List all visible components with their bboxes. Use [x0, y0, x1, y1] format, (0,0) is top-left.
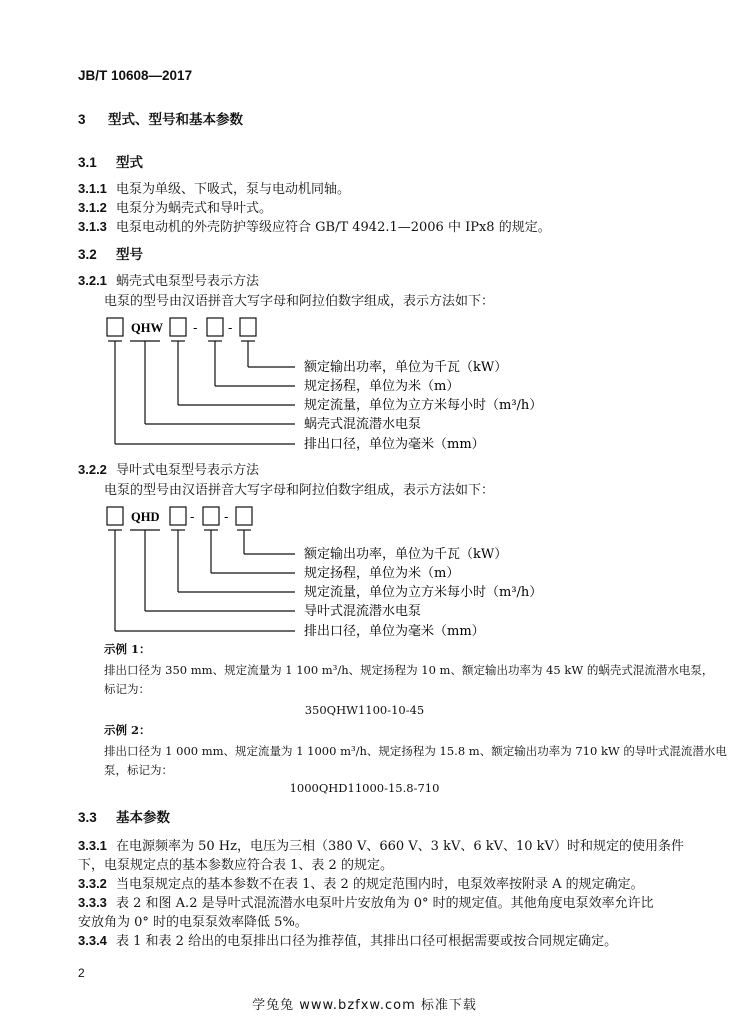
label-head: 规定扬程，单位为米（m）: [304, 379, 460, 394]
label-caliber: 排出口径，单位为毫米（mm）: [304, 437, 485, 452]
page-number: 2: [78, 966, 85, 980]
clause-title: 导叶式电泵型号表示方法: [116, 463, 260, 478]
section-number: 3.2: [78, 247, 97, 262]
section-3-heading: [78, 108, 243, 128]
label-power: 额定输出功率，单位为千瓦（kW）: [304, 547, 508, 562]
section-title: 型式: [116, 155, 143, 171]
section-title: 基本参数: [116, 810, 170, 826]
clause-text: 电泵为单级、下吸式，泵与电动机同轴。: [116, 182, 351, 197]
label-pump-type: 导叶式混流潜水电泵: [304, 604, 422, 619]
clause-3-3-3: [78, 892, 654, 911]
clause-3-2-1-intro: 电泵的型号由汉语拼音大写字母和阿拉伯数字组成，表示方法如下：: [104, 294, 495, 309]
dash-separator: -: [190, 510, 195, 525]
caliber-box: [107, 318, 123, 336]
clause-text: 电泵分为蜗壳式和导叶式。: [116, 201, 273, 216]
section-title: 型号: [116, 247, 143, 263]
clause-text: 在电源频率为 50 Hz，电压为三相（380 V、660 V、3 kV、6 kV、10 kV）时和规定的使用条件: [116, 839, 684, 854]
clause-number: 3.1.3: [78, 219, 107, 234]
section-3-2-heading: [78, 243, 143, 263]
power-box: [240, 318, 256, 336]
clause-number: 3.2.2: [78, 462, 107, 477]
clause-number: 3.3.3: [78, 895, 107, 910]
label-flow: 规定流量，单位为立方米每小时（m³/h）: [304, 398, 543, 413]
label-power: 额定输出功率，单位为千瓦（kW）: [304, 360, 508, 375]
example-1-text-line2: 标记为：: [104, 682, 150, 696]
clause-3-1-2: [78, 197, 272, 216]
footer-watermark: 学兔兔 www.bzfxw.com 标准下载: [252, 998, 477, 1013]
section-number: 3.3: [78, 810, 97, 825]
label-caliber: 排出口径，单位为毫米（mm）: [304, 624, 485, 639]
section-3-1-heading: [78, 151, 143, 171]
example-1-text-line1: 排出口径为 350 mm、规定流量为 1 100 m³/h、规定扬程为 10 m、额定输出功率为 45 kW 的蜗壳式混流潜水电泵，: [104, 663, 714, 677]
label-pump-type: 蜗壳式混流潜水电泵: [304, 417, 422, 432]
example-2-label: 示例 2：: [104, 723, 151, 737]
head-box: [203, 507, 219, 525]
type-code: QHD: [131, 510, 160, 524]
dash-separator: -: [228, 321, 233, 336]
section-title: 型式、型号和基本参数: [108, 112, 243, 128]
clause-text: 当电泵规定点的基本参数不在表 1、表 2 的规定范围内时，电泵效率按附录 A 的规定确定。: [116, 877, 644, 892]
head-box: [207, 318, 223, 336]
label-flow: 规定流量，单位为立方米每小时（m³/h）: [304, 585, 543, 600]
clause-3-3-3-cont: 安放角为 0° 时的电泵泵效率降低 5%。: [78, 915, 308, 930]
section-3-3-heading: [78, 806, 170, 826]
flow-box: [170, 318, 186, 336]
clause-number: 3.1.2: [78, 200, 107, 215]
example-2-text-line1: 排出口径为 1 000 mm、规定流量为 1 1000 m³/h、规定扬程为 15.8 m、额定输出功率为 710 kW 的导叶式混流潜水电: [104, 744, 727, 758]
example-1-designation: 350QHW1100-10-45: [304, 703, 425, 717]
example-2-designation: 1000QHD11000-15.8-710: [289, 781, 440, 795]
clause-text: 表 1 和表 2 给出的电泵排出口径为推荐值，其排出口径可根据需要或按合同规定确定。: [116, 934, 618, 949]
power-box: [236, 507, 252, 525]
section-number: 3: [78, 112, 86, 127]
flow-box: [170, 507, 186, 525]
clause-3-3-2: [78, 873, 644, 892]
clause-text: 电泵电动机的外壳防护等级应符合 GB/T 4942.1—2006 中 IPx8 的规定。: [116, 220, 551, 235]
clause-3-2-2-intro: 电泵的型号由汉语拼音大写字母和阿拉伯数字组成，表示方法如下：: [104, 483, 495, 498]
clause-number: 3.3.1: [78, 838, 107, 853]
dash-separator: -: [224, 510, 229, 525]
clause-number: 3.1.1: [78, 181, 107, 196]
type-code: QHW: [131, 321, 163, 335]
caliber-box: [107, 507, 123, 525]
example-2-text-line2: 泵，标记为：: [104, 763, 173, 777]
label-head: 规定扬程，单位为米（m）: [304, 566, 460, 581]
clause-number: 3.3.4: [78, 933, 107, 948]
clause-title: 蜗壳式电泵型号表示方法: [116, 274, 260, 289]
model-designation-diagram-volute: [0, 316, 729, 456]
clause-3-2-1-heading: [78, 270, 259, 289]
clause-3-2-2-heading: [78, 459, 259, 478]
clause-3-1-3: [78, 216, 551, 235]
clause-3-3-1: [78, 835, 684, 854]
standard-number: JB/T 10608—2017: [78, 68, 193, 83]
example-1-label: 示例 1：: [104, 642, 151, 656]
clause-number: 3.2.1: [78, 273, 107, 288]
clause-3-3-1-cont: 下，电泵规定点的基本参数应符合表 1、表 2 的规定。: [78, 858, 393, 873]
section-number: 3.1: [78, 155, 97, 170]
clause-number: 3.3.2: [78, 876, 107, 891]
clause-text: 表 2 和图 A.2 是导叶式混流潜水电泵叶片安放角为 0° 时的规定值。其他角度电泵效率允许比: [116, 896, 654, 911]
clause-3-1-1: [78, 178, 350, 197]
clause-3-3-4: [78, 930, 617, 949]
dash-separator: -: [193, 321, 198, 336]
model-designation-diagram-guide-vane: [0, 505, 729, 643]
